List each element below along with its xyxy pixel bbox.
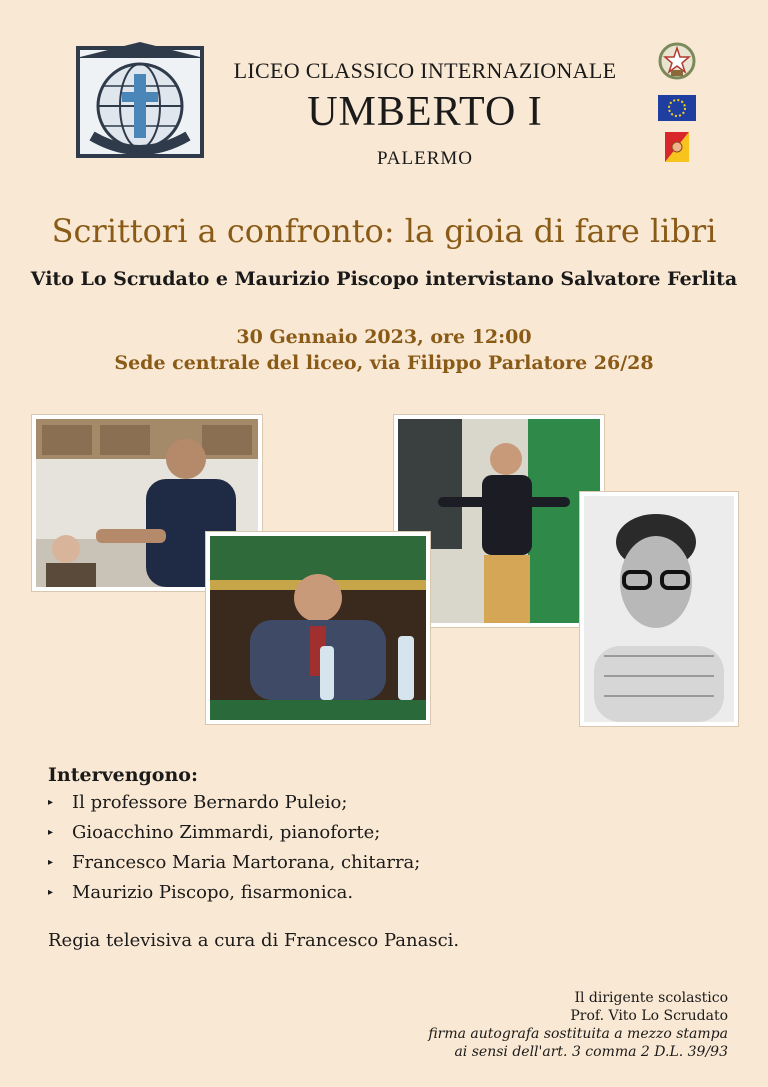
list-item: ▸ Francesco Maria Martorana, chitarra; — [48, 850, 420, 880]
event-date: 30 Gennaio 2023, ore 12:00 — [236, 326, 532, 348]
signature-note: firma autografa sostituita a mezzo stampa — [428, 1026, 728, 1042]
list-item: ▸ Maurizio Piscopo, fisarmonica. — [48, 880, 420, 910]
school-city: PALERMO — [376, 148, 474, 169]
bullet-icon: ▸ — [48, 857, 54, 868]
school-name: UMBERTO I — [307, 89, 543, 135]
school-logo — [72, 40, 208, 164]
signature-legal-note: ai sensi dell'art. 3 comma 2 D.L. 39/93 — [454, 1044, 728, 1060]
tv-direction-credit: Regia televisiva a cura di Francesco Panasci. — [48, 930, 460, 951]
bullet-icon: ▸ — [48, 797, 54, 808]
signature-name: Prof. Vito Lo Scrudato — [570, 1008, 728, 1024]
school-type: LICEO CLASSICO INTERNAZIONALE — [233, 58, 617, 83]
bullet-icon: ▸ — [48, 887, 54, 898]
speakers-heading: Intervengono: — [48, 764, 198, 786]
event-venue: Sede centrale del liceo, via Filippo Parlatore 26/28 — [114, 352, 654, 374]
signature-role: Il dirigente scolastico — [574, 990, 728, 1006]
italian-republic-emblem-icon — [657, 40, 697, 82]
sicily-flag-icon — [665, 132, 689, 162]
speakers-list — [48, 790, 420, 910]
event-title: Scrittori a confronto: la gioia di fare libri — [51, 212, 717, 250]
bullet-icon: ▸ — [48, 827, 54, 838]
photo-speaker-conference — [206, 532, 430, 724]
photo-salvatore-ferlita — [580, 492, 738, 726]
eu-flag-icon — [658, 95, 696, 121]
list-item: ▸ Il professore Bernardo Puleio; — [48, 790, 420, 820]
event-subtitle: Vito Lo Scrudato e Maurizio Piscopo intervistano Salvatore Ferlita — [30, 268, 738, 290]
list-item: ▸ Gioacchino Zimmardi, pianoforte; — [48, 820, 420, 850]
